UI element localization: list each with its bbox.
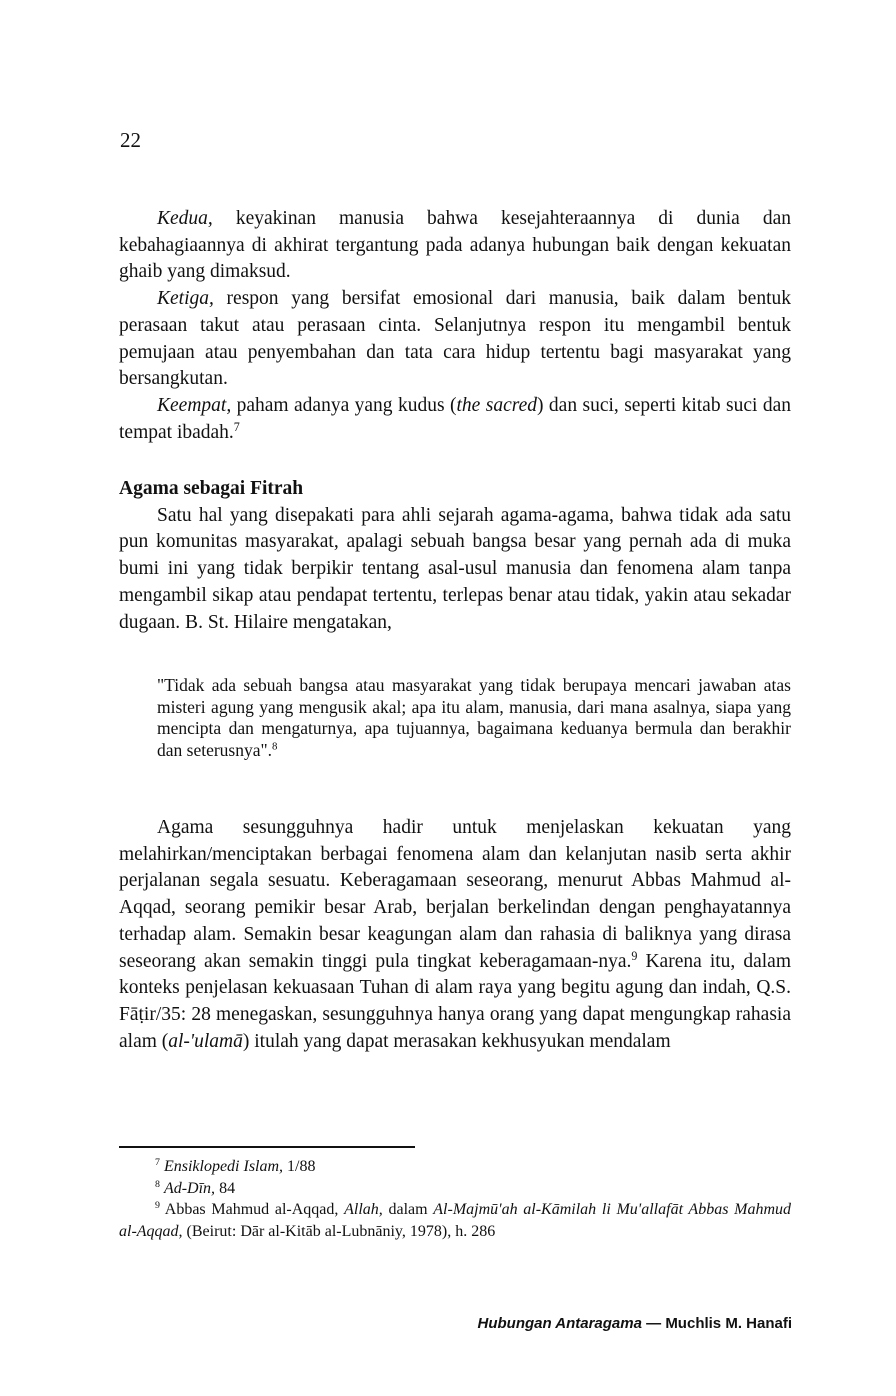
footnote-text: 84 (215, 1179, 236, 1197)
footnote-text: dalam (382, 1201, 434, 1218)
paragraph-lead: Kedua, (157, 208, 213, 229)
paragraph-text: respon yang bersifat emosional dari manusia, baik dalam bentuk perasaan takut atau perasaan cinta. Selanjutnya respon itu mengambil bentuk pemujaan atau penyembahan dan tata cara hidup tertentu bagi masyarakat yang bersangkutan. (119, 288, 791, 390)
footnote-ref: 8 (272, 740, 278, 753)
footnote-8 (119, 1178, 791, 1200)
main-text-top (119, 206, 791, 446)
emphasis: al-'ulamā (168, 1030, 243, 1052)
book-title: Hubungan Antaragama (477, 1315, 642, 1332)
paragraph-keempat (119, 393, 791, 446)
paragraph-lead: Keempat, (157, 394, 232, 416)
page-number: 22 (120, 128, 141, 152)
section-block (119, 476, 791, 636)
final-paragraph (119, 815, 791, 1055)
footnote-title: Al-Majmū'ah al-Kāmilah li Mu'allafāt Abbas Mahmud al-Aqqad, (119, 1201, 792, 1240)
paragraph-text: Agama sesungguhnya hadir untuk menjelaskan kekuatan yang melahirkan/menciptakan berbagai fenomena alam dan kelanjutan nasib serta akhir perjalanan segala sesuatu. Keberagamaan seseorang, menurut Abbas Mahmud al-Aqqad, seorang pemikir besar Arab, berjalan berkelindan dengan penghayatannya terhadap alam. Semakin besar keagungan alam dan rahasia di baliknya yang dirasa seseorang akan semakin tinggi pula tingkat keberagamaan-nya. (119, 817, 791, 972)
author-name: Muchlis M. Hanafi (665, 1315, 792, 1332)
footnote-ref: 9 (631, 948, 638, 963)
paragraph-text: Karena itu, dalam konteks penjelasan kekuasaan Tuhan di alam raya yang begitu agung dan indah, Q.S. Fāṭir/35: 28 menegaskan, sesungguhnya hanya orang yang dapat mengungkap rahasia alam ( (119, 950, 791, 1052)
footnote-title: Ensiklopedi Islam, (163, 1158, 284, 1175)
quote-text (157, 675, 791, 761)
footnote-9 (119, 1199, 791, 1242)
section-paragraph: Satu hal yang disepakati para ahli sejarah agama-agama, bahwa tidak ada satu pun komunitas masyarakat, apalagi sebuah bangsa besar yang pernah ada di muka bumi ini yang tidak berpikir tentang asal-usul manusia dan fenomena alam tanpa mengambil sikap atau pendapat tertentu, terlepas benar atau tidak, yakin atau sekadar dugaan. B. St. Hilaire mengatakan, (119, 504, 791, 633)
footnote-ref: 7 (233, 419, 240, 434)
footnote-title: Allah, (344, 1201, 383, 1218)
footer-dash: — (641, 1315, 666, 1332)
footnote-7 (119, 1156, 791, 1178)
paragraph-text: ) itulah yang dapat merasakan kekhusyukan mendalam (242, 1030, 671, 1052)
footnote-number: 9 (155, 1200, 160, 1212)
footnotes (119, 1156, 791, 1242)
paragraph-lead: Ketiga, (157, 288, 214, 310)
footnote-title: Ad-Dīn, (163, 1179, 216, 1197)
footnote-text: 1/88 (283, 1158, 316, 1175)
emphasis: the sacred (456, 394, 537, 416)
footnote-number: 7 (155, 1157, 160, 1169)
running-footer (478, 1315, 793, 1332)
paragraph-kedua (119, 206, 791, 286)
main-text-bottom (119, 815, 791, 1055)
paragraph-text: ) dan suci, seperti kitab suci dan tempat ibadah. (119, 394, 791, 443)
footnote-divider (119, 1146, 415, 1148)
paragraph-ketiga (119, 286, 791, 393)
footnote-text: Abbas Mahmud al-Aqqad, (159, 1201, 345, 1218)
paragraph-text: paham adanya yang kudus ( (231, 394, 457, 416)
block-quote (157, 675, 791, 761)
footnote-text: (Beirut: Dār al-Kitāb al-Lubnāniy, 1978), h. 286 (182, 1222, 496, 1240)
quote-body: "Tidak ada sebuah bangsa atau masyarakat yang tidak berupaya mencari jawaban atas misteri agung yang mengusik akal; apa itu alam, manusia, dari mana asalnya, siapa yang mencipta dan mengaturnya, apa tujuannya, bagaimana keduanya bermula dan berakhir dan seterusnya". (157, 675, 791, 760)
footnote-number: 8 (155, 1178, 160, 1190)
paragraph-text: keyakinan manusia bahwa kesejahteraannya di dunia dan kebahagiaannya di akhirat tergantung pada adanya hubungan baik dengan kekuatan ghaib yang dimaksud. (119, 208, 791, 283)
section-heading: Agama sebagai Fitrah (119, 478, 304, 499)
